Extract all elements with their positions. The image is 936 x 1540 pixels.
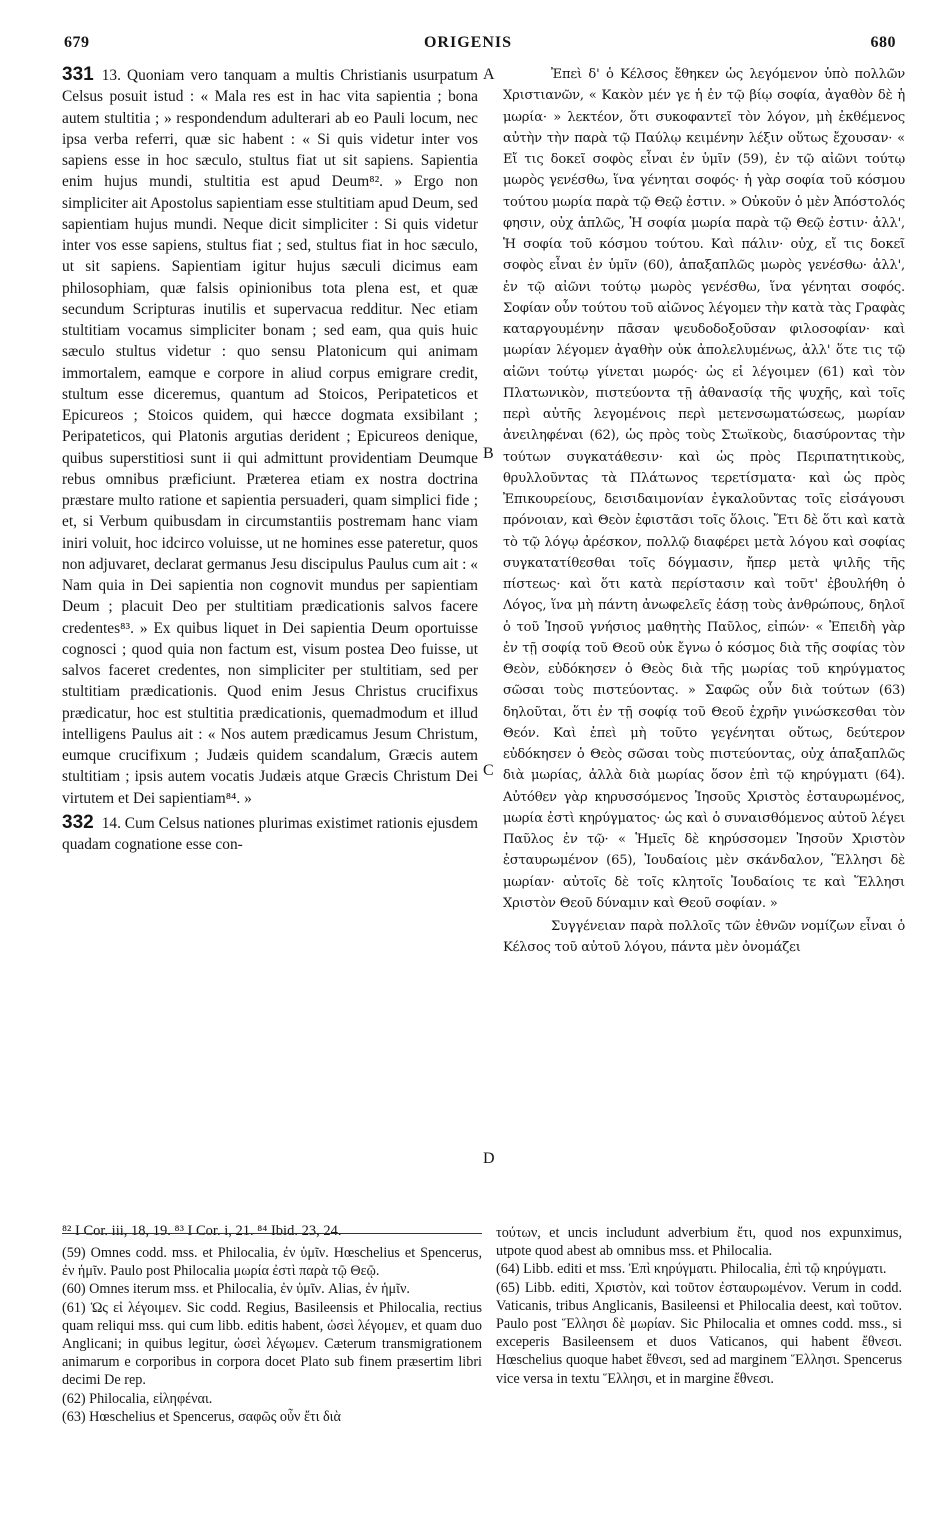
greek-column xyxy=(503,64,905,959)
note: (60) Omnes iterum mss. et Philocalia, ἐν ὑμῖν. Alias, ἐν ἡμῖν. xyxy=(62,1281,410,1298)
note: τούτων, et uncis includunt adverbium ἔτι, quod nos expunximus, utpote quod abest ab omnibus mss. et Philocalia. xyxy=(496,1225,902,1260)
paragraph-number: 331 xyxy=(62,64,94,85)
note: (64) Libb. editi et mss. Ἐπὶ κηρύγματι. Philocalia, ἐπὶ τῷ κηρύγματι. xyxy=(496,1261,887,1278)
latin-paragraph-331 xyxy=(62,64,478,809)
critical-notes-left xyxy=(62,1244,482,1426)
biblical-footnotes: ⁸² I Cor. iii, 18, 19. ⁸³ I Cor. i, 21. ⁸⁴ Ibid. 23, 24. xyxy=(62,1223,342,1239)
latin-column xyxy=(62,64,478,855)
note: (61) Ὡς εἰ λέγοιμεν. Sic codd. Regius, Basileensis et Philocalia, rectius quam reliqui mss. qui cum libb. editis habent, ὡσεὶ λέγομεν, et quam duo Anglicani; in quibus legitur, ὡσεὶ λέγωμεν. Cæterum transmigrationem animarum e corporibus in corpora docet Plato sub finem præsertim libri decimi De rep. xyxy=(62,1299,482,1389)
margin-marker-c: C xyxy=(483,762,494,779)
margin-marker-b: B xyxy=(483,445,494,462)
running-title: ORIGENIS xyxy=(423,34,513,51)
left-page-number: 679 xyxy=(64,34,90,51)
margin-marker-d: D xyxy=(483,1150,495,1167)
latin-paragraph-text: 13. Quoniam vero tanquam a multis Christianis usurpatum Celsus posuit istud : « Mala res est in hac vita sapientia ; bona autem stultitia ; » respondendum adulterari ab eo Pauli locum, nec ipsa verba referri, quæ sic habent : « Si quis videtur inter vos sapiens esse in hoc sæculo, stultus fiat ut sit sapiens. Sapientia enim hujus mundi, stultitia est apud Deum⁸². » Ergo non simpliciter ait Apostolus sapientiam esse stultitiam apud Deum, sed sapientiam hujus mundi. Neque dicit simpliciter : Si quis videtur inter vos esse sapiens, stultus fiat ; sed, stultus fiat in hoc sæculo, ut sit sapiens. Sapientiam igitur hujus sæculi dicimus eam philosophiam, quæ falsis opinionibus tota plena est, et quæ secundum Scripturas inutilis et supervacua redditur. Nec etiam stultitiam vocamus simpliciter bonam ; sed eam, qua quis huic sæculo stultus videtur : quo sensu Platonicum qui animam immortalem, eamque e corpore in aliud corpus emigrare credit, stultum esse diceremus, quantum ad Stoicos, Peripateticos et Epicureos ; Stoicos quidem, qui hæcce dogmata exsibilant ; Peripateticos, qui Platonis argutias derident ; Epicureos denique, quibus superstitiosi sunt ii qui admittunt providentiam Deumque rebus omnibus præficiunt. Præterea etiam ex nostra doctrina præstare multo ratione et sapientia persuaderi, quam simplici fide ; et, si Verbum quibusdam in circumstantiis postremam hanc viam iniri voluit, hoc idcirco voluisse, ut ne homines esse pateretur, quos non adjuvaret, declarat germanus Jesu discipulus Paulus cum ait : « Nam quia in Dei sapientia non cognovit mundus per sapientiam Deum ; placuit Deo per stultitiam prædicationis salvos facere credentes⁸³. » Ex quibus liquet in Dei sapientia Deum oportuisse cognosci ; quod quia non factum est, visum postea Deo fuisse, ut salvos faceret credentes, non simpliciter per stultitiam, sed per stultitiam prædicationis. Quod enim Jesus Christus crucifixus prædicatur, hoc est stultitia prædicationis, quemadmodum et illud intelligens Paulus ait : « Nos autem prædicamus Jesum Christum, eumque crucifixum ; Judæis quidem scandalum, Græcis autem stultitiam ; ipsis autem vocatis Judæis atque Græcis Christum Dei virtutem et Dei sapientiam⁸⁴. » xyxy=(62,67,478,807)
note: (59) Omnes codd. mss. et Philocalia, ἐν ὑμῖν. Hœschelius et Spencerus, ἐν ἡμῖν. Paulo post Philocalia μωρία ἐστὶ παρὰ τῷ Θεῷ. xyxy=(62,1245,482,1280)
margin-marker-a: A xyxy=(483,66,495,83)
latin-paragraph-332 xyxy=(62,812,478,856)
greek-paragraph: Ἐπεὶ δ' ὁ Κέλσος ἔθηκεν ὡς λεγόμενον ὑπὸ πολλῶν Χριστιανῶν, « Κακὸν μέν γε ἡ ἐν τῷ βίῳ σοφία, ἀγαθὸν δὲ ἡ μωρία· » λεκτέον, ὅτι συκοφαντεῖ τὸν λόγον, μὴ ἐκθέμενος αὐτὴν τὴν παρὰ τῷ Παύλῳ κειμένην λέξιν οὕτως ἔχουσαν· « Εἴ τις δοκεῖ σοφὸς εἶναι ἐν ὑμῖν (59), ἐν τῷ αἰῶνι τούτῳ μωρὸς γενέσθω, ἵνα γένηται σοφός· ἡ γὰρ σοφία τοῦ κόσμου τούτου μωρία παρὰ τῷ Θεῷ ἐστιν. » Οὐκοῦν ὁ μὲν Ἀπόστολός φησιν, οὐχ ἁπλῶς, Ἡ σοφία μωρία παρὰ τῷ Θεῷ ἐστιν· ἀλλ', Ἡ σοφία τοῦ κόσμου τούτου. Καὶ πάλιν· οὐχ, εἴ τις δοκεῖ σοφὸς εἶναι ἐν ὑμῖν (60), ἁπαξαπλῶς μωρὸς γενέσθω· ἀλλ', ἐν τῷ αἰῶνι τούτῳ μωρὸς γενέσθω, ἵνα γένηται σοφός. Σοφίαν οὖν τούτου τοῦ αἰῶνος λέγομεν τὴν κατὰ τὰς Γραφὰς καταργουμένην πᾶσαν ψευδοδοξοῦσαν φιλοσοφίαν· καὶ μωρίαν λέγομεν ἀγαθὴν οὐκ ἀπολελυμένως, ἀλλ' ὅτε τις τῷ αἰῶνι τούτῳ γίνεται μωρός· ὡς εἰ λέγοιμεν (61) καὶ τὸν Πλατωνικὸν, πιστεύοντα τῇ ἀθανασίᾳ τῆς ψυχῆς, καὶ τοῖς περὶ αὐτῆς λεγομένοις περὶ μετενσωματώσεως, μωρίαν ἀνειληφέναι (62), ὡς πρὸς τοὺς Στωϊκοὺς, διασύροντας τὴν τούτων συγκατάθεσιν· καὶ ὡς πρὸς Περιπατητικοὺς, θρυλλοῦντας τὰ Πλάτωνος τερετίσματα· καὶ ὡς πρὸς Ἐπικουρείους, δεισιδαιμονίαν ἐγκαλοῦντας τοῖς εἰσάγουσι πρόνοιαν, καὶ Θεὸν ἐφιστᾶσι τοῖς ὅλοις. Ἔτι δὲ ὅτι καὶ κατὰ τὸ τῷ λόγῳ ἀρέσκον, πολλῷ διαφέρει μετὰ λόγου καὶ σοφίας συγκατατίθεσθαι τοῖς δόγμασιν, ἤπερ μετὰ ψιλῆς τῆς πίστεως· καὶ ὅτι κατὰ περίστασιν καὶ τοῦτ' ἐβουλήθη ὁ Λόγος, ἵνα μὴ πάντη ἀνωφελεῖς ἐάσῃ τοὺς ἀνθρώπους, δηλοῖ ὁ τοῦ Ἰησοῦ γνήσιος μαθητὴς Παῦλος, εἰπών· « Ἐπειδὴ γὰρ ἐν τῇ σοφίᾳ τοῦ Θεοῦ οὐκ ἔγνω ὁ κόσμος διὰ τῆς σοφίας τὸν Θεὸν, εὐδόκησεν ὁ Θεὸς διὰ τῆς μωρίας τοῦ κηρύγματος σῶσαι τοὺς πιστεύοντας. » Σαφῶς οὖν διὰ τούτων (63) δηλοῦται, ὅτι ἐν τῇ σοφίᾳ τοῦ Θεοῦ ἐχρῆν γινώσκεσθαι τὸν Θεόν. Καὶ ἐπεὶ μὴ τοῦτο γεγένηται οὕτως, δεύτερον εὐδόκησεν ὁ Θεὸς σῶσαι τοὺς πιστεύοντας, οὐχ ἁπαξαπλῶς διὰ μωρίας, ἀλλὰ διὰ μωρίας ὅσον ἐπὶ τῷ κηρύγματι (64). Αὐτόθεν γὰρ κηρυσσόμενος Ἰησοῦς Χριστὸς ἐσταυρωμένος, μωρία ἐστὶ κηρύγματος· ὡς καὶ ὁ συναισθόμενος αὐτοῦ λέγει Παῦλος ἐν τῷ· « Ἡμεῖς δὲ κηρύσσομεν Ἰησοῦν Χριστὸν ἐσταυρωμένον (65), Ἰουδαίοις μὲν σκάνδαλον, Ἕλλησι δὲ μωρίαν· αὐτοῖς δὲ τοῖς κλητοῖς Ἰουδαίοις τε καὶ Ἕλλησι Χριστὸν Θεοῦ δύναμιν καὶ Θεοῦ σοφίαν. » xyxy=(503,67,905,911)
right-page-number: 680 xyxy=(870,34,896,51)
critical-notes-right xyxy=(496,1224,902,1388)
footnote-divider xyxy=(62,1233,482,1234)
note: (62) Philocalia, εἰληφέναι. xyxy=(62,1390,213,1407)
latin-paragraph-text: 14. Cum Celsus nationes plurimas existimet rationis ejusdem quadam cognatione esse con- xyxy=(62,814,478,853)
note: (65) Libb. editi, Χριστὸν, καὶ τοῦτον ἐσταυρωμένον. Verum in codd. Vaticanis, tribus Anglicanis, Basileensi et Philocalia deest, καὶ τοῦτον. Paulo post Ἕλλησι δὲ μωρίαν. Sic Philocalia et omnes codd. mss., si exceperis Basileensem et duos Vaticanos, qui habent ἔθνεσι. Hœschelius quoque habet ἔθνεσι, sed ad marginem Ἕλλησι. Spencerus vice versa in textu Ἕλλησι, et in margine ἔθνεσι. xyxy=(496,1279,902,1387)
paragraph-number: 332 xyxy=(62,811,94,833)
note: (63) Hœschelius et Spencerus, σαφῶς οὖν ἔτι διὰ xyxy=(62,1408,341,1425)
greek-paragraph: Συγγένειαν παρὰ πολλοῖς τῶν ἐθνῶν νομίζων εἶναι ὁ Κέλσος τοῦ αὐτοῦ λόγου, πάντα μὲν ὀνομάζει xyxy=(503,919,905,956)
